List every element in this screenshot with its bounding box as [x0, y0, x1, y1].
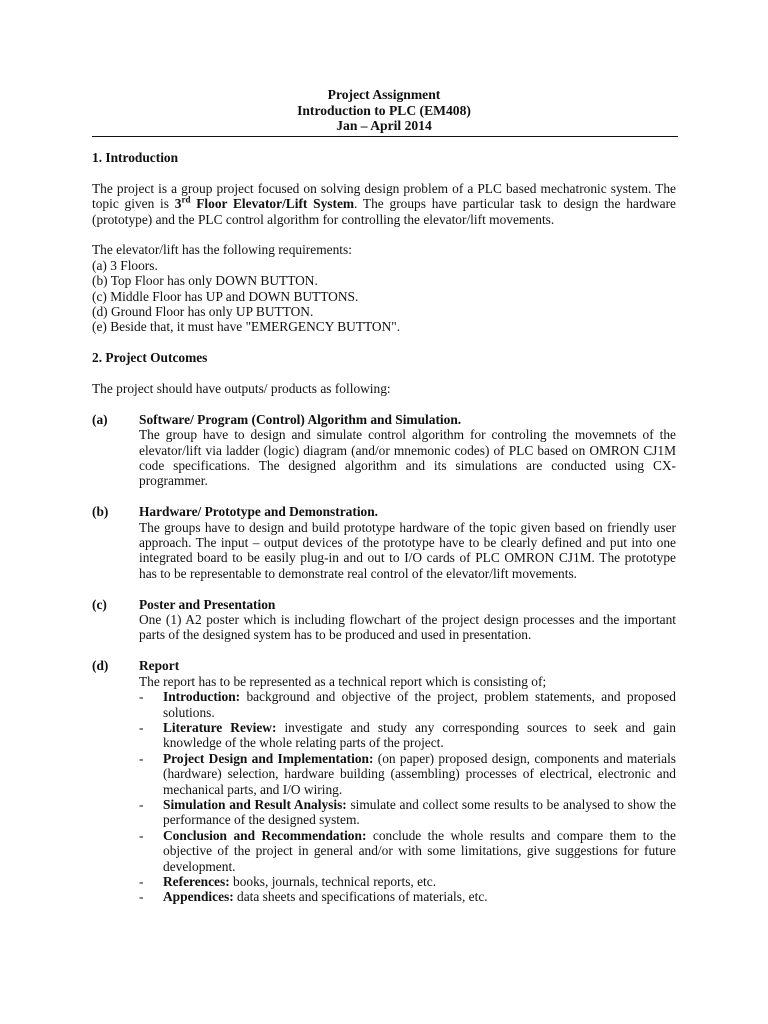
- topic-number: 3: [174, 196, 182, 212]
- list-item: [139, 874, 676, 889]
- bullet-text: data sheets and specifications of materials, etc.: [233, 889, 488, 905]
- outcome-item-c: [92, 597, 676, 643]
- bullet-dash: -: [139, 689, 144, 705]
- outcome-body: The report has to be represented as a technical report which is consisting of;: [139, 673, 547, 689]
- bullet-dash: -: [139, 889, 144, 905]
- requirements-block: [92, 242, 676, 334]
- section-2-intro: The project should have outputs/ products as following:: [92, 381, 391, 397]
- bullet-text: (on paper) proposed design, components and materials (hardware) selection, hardware building (assembling) processes of electrical, electronic and mechanical parts, and I/O wiring.: [163, 750, 676, 797]
- outcome-body: The group have to design and simulate control algorithm for controling the movemnets of the elevator/lift via ladder (logic) diagram (and/or mnemonic codes) of PLC based on OMRON CJ1M code specifications. The designed algorithm and its simulations are conducted using CX-programmer.: [139, 427, 676, 489]
- list-item: [139, 889, 676, 904]
- bullet-term: Conclusion and Recommendation:: [163, 827, 367, 843]
- bullet-term: References:: [163, 873, 230, 889]
- title-line-2: Introduction to PLC (EM408): [297, 102, 471, 118]
- outcome-item-b: [92, 504, 676, 581]
- outcome-item-a: [92, 412, 676, 489]
- outcome-item-d: [92, 658, 676, 905]
- requirement-item: (e) Beside that, it must have "EMERGENCY BUTTON".: [92, 319, 401, 335]
- intro-text-start: The project is a group project focused on solving design problem of a PLC based mechatronic system. The topic given is: [92, 180, 676, 212]
- bullet-term: Appendices:: [163, 889, 234, 905]
- outcome-title: Report: [139, 658, 180, 674]
- bullet-term: Literature Review:: [163, 719, 277, 735]
- requirement-item: (d) Ground Floor has only UP BUTTON.: [92, 304, 314, 320]
- list-item: [139, 797, 676, 828]
- bullet-dash: -: [139, 796, 144, 812]
- bullet-text: background and objective of the project, problem statements, and proposed solutions.: [163, 689, 676, 720]
- bullet-dash: -: [139, 873, 144, 889]
- header-divider: [92, 136, 678, 137]
- list-item: [139, 689, 676, 720]
- bullet-term: Simulation and Result Analysis:: [163, 796, 347, 812]
- section-2-heading: 2. Project Outcomes: [92, 350, 208, 366]
- bullet-dash: -: [139, 719, 144, 735]
- report-contents-list: [139, 689, 676, 905]
- outcome-label: (c): [92, 596, 107, 612]
- title-line-1: Project Assignment: [327, 87, 441, 102]
- intro-text-end: . The groups have particular task to design the hardware (prototype) and the PLC control algorithm for controlling the elevator/lift movements.: [92, 196, 677, 227]
- bullet-text: investigate and study any corresponding sources to seek and gain knowledge of the whole relating parts of the project.: [163, 719, 676, 751]
- bullet-term: Project Design and Implementation:: [163, 750, 374, 766]
- bullet-text: books, journals, technical reports, etc.: [229, 873, 437, 889]
- outcome-label: (d): [92, 658, 109, 674]
- outcome-label: (b): [92, 504, 109, 520]
- requirements-intro: The elevator/lift has the following requirements:: [92, 242, 352, 258]
- section-1-heading: 1. Introduction: [92, 150, 179, 165]
- requirement-item: (a) 3 Floors.: [92, 257, 158, 273]
- outcome-title: Hardware/ Prototype and Demonstration.: [139, 504, 379, 520]
- list-item: [139, 720, 676, 751]
- document-title-block: [92, 87, 676, 134]
- section-1-paragraph: [92, 181, 676, 227]
- title-line-3: Jan – April 2014: [336, 118, 432, 134]
- topic-ordinal: rd: [181, 194, 191, 205]
- list-item: [139, 751, 676, 797]
- bullet-term: Introduction:: [163, 689, 241, 705]
- outcome-label: (a): [92, 411, 108, 427]
- outcome-body: The groups have to design and build prototype hardware of the topic given based on friendly user approach. The input – output devices of the prototype have to be clearly defined and put into one integrated board to be easily plug-in and out to I/O cards of PLC OMRON CJ1M. The prototype has to be representable to demonstrate real control of the elevator/lift movements.: [139, 519, 676, 581]
- requirement-item: (b) Top Floor has only DOWN BUTTON.: [92, 273, 318, 289]
- bullet-text: conclude the whole results and compare them to the objective of the project in general and/or with some limitations, give suggestions for future development.: [163, 827, 676, 874]
- outcome-body: One (1) A2 poster which is including flowchart of the project design processes and the important parts of the designed system has to be produced and used in presentation.: [139, 612, 676, 643]
- requirement-item: (c) Middle Floor has UP and DOWN BUTTONS.: [92, 288, 359, 304]
- document-body: [92, 150, 676, 905]
- outcome-title: Poster and Presentation: [139, 596, 276, 612]
- bullet-dash: -: [139, 750, 144, 766]
- bullet-dash: -: [139, 827, 144, 843]
- bullet-text: simulate and collect some results to be analysed to show the performance of the designed system.: [163, 796, 677, 828]
- outcome-title: Software/ Program (Control) Algorithm and Simulation.: [139, 411, 462, 427]
- list-item: [139, 828, 676, 874]
- topic-name: Floor Elevator/Lift System: [190, 196, 355, 212]
